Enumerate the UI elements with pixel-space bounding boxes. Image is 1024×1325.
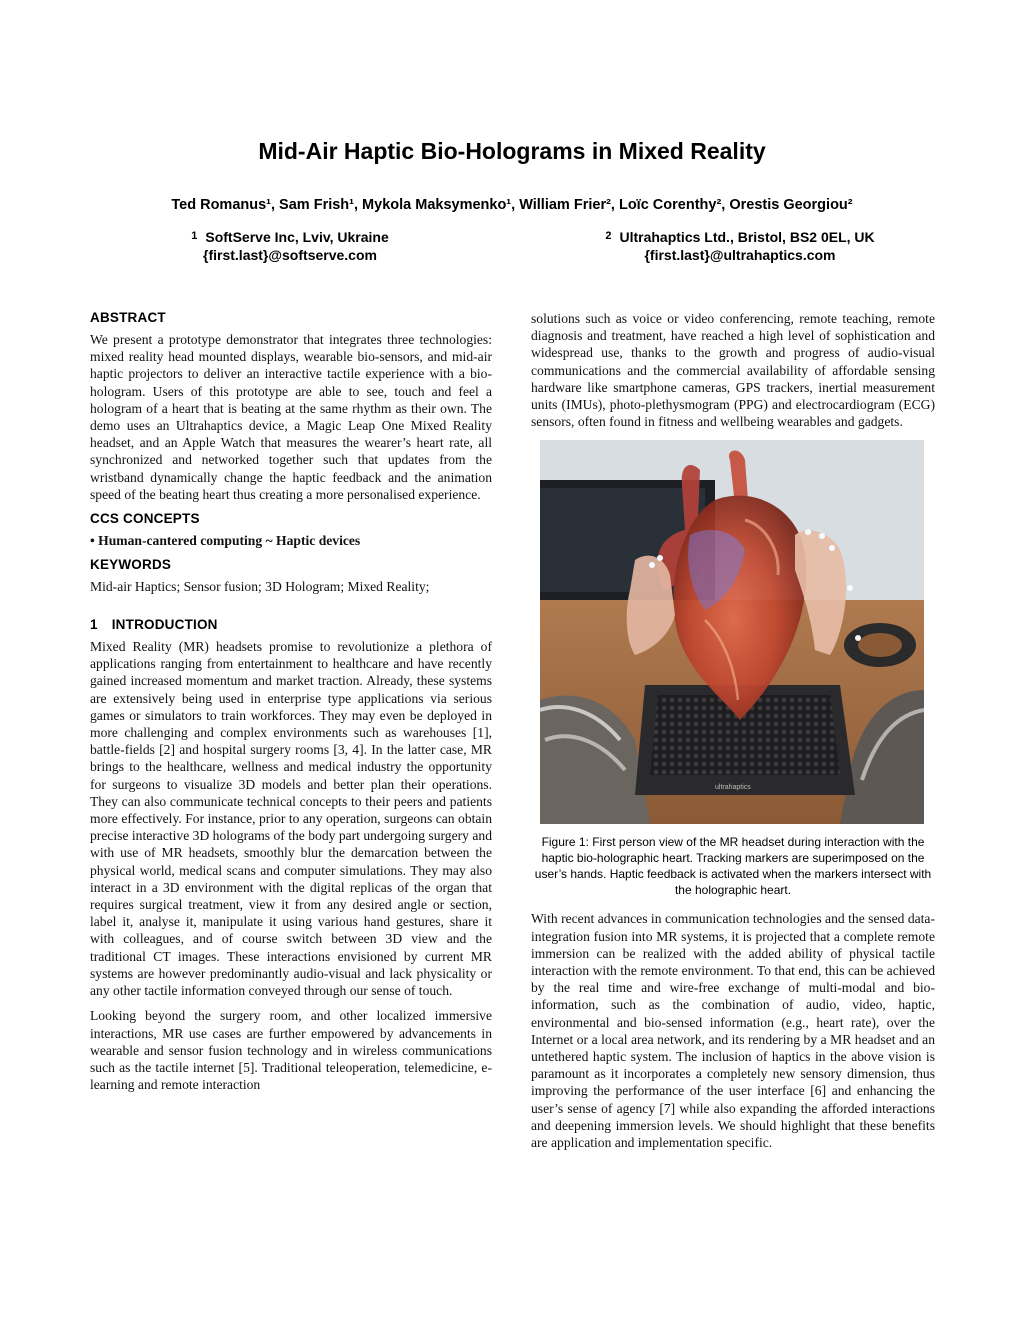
affiliation-2-marker: 2 bbox=[605, 230, 612, 242]
author-list: Ted Romanus¹, Sam Frish¹, Mykola Maksymenko¹, William Frier², Loïc Corenthy², Orestis Georgiou² bbox=[171, 197, 853, 213]
figure-1-caption: Figure 1: First person view of the MR headset during interaction with the haptic bio-holographic heart. Tracking markers are superimposed on the user’s hands. Haptic feedback is activated when the markers intersect with the holographic heart. bbox=[534, 835, 932, 898]
affiliation-1-marker: 1 bbox=[191, 230, 198, 242]
affiliation-2-email: {first.last}@ultrahaptics.com bbox=[644, 247, 836, 263]
tracking-marker bbox=[657, 555, 663, 561]
tracking-marker bbox=[829, 545, 835, 551]
intro-paragraph-2: Looking beyond the surgery room, and other localized immersive interactions, MR use cases are further empowered by advancements in wearable and sensor fusion technology and in wireless communications such as the tactile internet [5]. Traditional teleoperation, telemedicine, e-learning and remote interaction bbox=[90, 1008, 492, 1093]
abstract-text: We present a prototype demonstrator that integrates three technologies: mixed reality head mounted displays, wearable bio-sensors, and mid-air haptic projectors to deliver an interactive tactile experience with a bio-hologram. Users of this prototype are able to see, touch and feel a hologram of a heart that is beating at the same rhythm as their own. The demo uses an Ultrahaptics device, a Magic Leap One Mixed Reality headset, and an Apple Watch that measures the wearer’s heart rate, all synchronized and networked together such that updates from the wristband dynamically change the haptic feedback and the animation speed of the beating heart thus creating a more personalised experience. bbox=[90, 332, 492, 502]
right-column bbox=[531, 310, 935, 1159]
figure-1-illustration bbox=[540, 440, 924, 824]
paper-title: Mid-Air Haptic Bio-Holograms in Mixed Reality bbox=[258, 138, 766, 164]
left-column bbox=[90, 306, 492, 1101]
tracking-marker bbox=[855, 635, 861, 641]
abstract-heading: ABSTRACT bbox=[90, 310, 166, 325]
continuation-paragraph: solutions such as voice or video conferencing, remote teaching, remote diagnosis and treatment, have reached a high level of sophistication and widespread use, thanks to the growth and progress of audio-visual communications and the commercial availability of affordable sensing hardware like smartphone cameras, GPS trackers, inertial measurement units (IMUs), photo-plethysmogram (PPG) and electrocardiogram (ECG) sensors, often found in fitness and wellbeing wearables and gadgets. bbox=[531, 311, 935, 430]
tracking-marker bbox=[805, 529, 811, 535]
tracking-marker bbox=[649, 562, 655, 568]
intro-paragraph-1: Mixed Reality (MR) headsets promise to revolutionize a plethora of applications ranging from entertainment to healthcare and have recently gained increased momentum and market traction. Already, these systems are extensively being used in enterprise type applications via serious games or simulators to train workforces. They may even be deployed in more challenging and complex environments such as warehouses [1], battle-fields [2] and hospital surgery rooms [3, 4]. In the latter case, MR brings to the healthcare, wellness and medical industry the opportunity for surgeons to visualize 3D models and better plan their operations. They can also communicate technical concepts to their peers and patients more effectively. For instance, prior to any operation, surgeons can obtain precise interactive 3D holograms of the body part undergoing surgery and with use of MR headsets, smoothly blur the demarcation between the physical world, medical scans and computer simulations. They may also interact in a 3D environment with the digital replicas of the organ that requires surgical treatment, view it from any desired angle or section, label it, analyse it, manipulate it using various hand gestures, share it with colleagues, and of course switch between 3D view and the traditional CT images. These interactions envisioned by current MR systems are however predominantly audio-visual and lack physicality or any other tactile information conveyed through our sense of touch. bbox=[90, 639, 492, 999]
affiliation-1-org: SoftServe Inc, Lviv, Ukraine bbox=[205, 229, 389, 245]
tracking-marker bbox=[847, 585, 853, 591]
ccs-text: • Human-cantered computing ~ Haptic devices bbox=[90, 533, 361, 549]
right-paragraph: With recent advances in communication technologies and the sensed data-integration fusion into MR systems, it is projected that a complete remote immersion can be realized with the added ability of physical tactile interaction with the remote environment. To that end, this can be achieved by the real time and wire-free exchange of multi-modal and bio-information, such as the combination of audio, video, haptic, environmental and bio-sensed information (e.g., heart rate), over the Internet or a local area network, and its rendering by a MR headset and an untethered haptic system. The inclusion of haptics in the above vision is paramount as it incorporates a completely new sensory dimension, thus improving the performance of the user interface [6] and enhancing the user’s sense of agency [7] while also expanding the afforded interactions and deepening immersion levels. We should highlight that these benefits are application and implementation specific. bbox=[531, 911, 935, 1151]
ccs-heading: CCS CONCEPTS bbox=[90, 511, 200, 527]
introduction-heading bbox=[90, 617, 492, 632]
section-title: INTRODUCTION bbox=[111, 617, 218, 633]
affiliation-1 bbox=[160, 227, 420, 264]
keywords-heading: KEYWORDS bbox=[90, 557, 172, 573]
device-label: ultrahaptics bbox=[715, 784, 751, 792]
figure-1-image bbox=[540, 440, 924, 824]
affiliation-2-org: Ultrahaptics Ltd., Bristol, BS2 0EL, UK bbox=[619, 229, 875, 245]
tracking-marker bbox=[819, 533, 825, 539]
affiliation-1-email: {first.last}@softserve.com bbox=[203, 247, 377, 263]
affiliation-2 bbox=[580, 227, 900, 264]
section-number: 1 bbox=[90, 617, 98, 633]
keywords-text: Mid-air Haptics; Sensor fusion; 3D Hologram; Mixed Reality; bbox=[90, 579, 430, 595]
